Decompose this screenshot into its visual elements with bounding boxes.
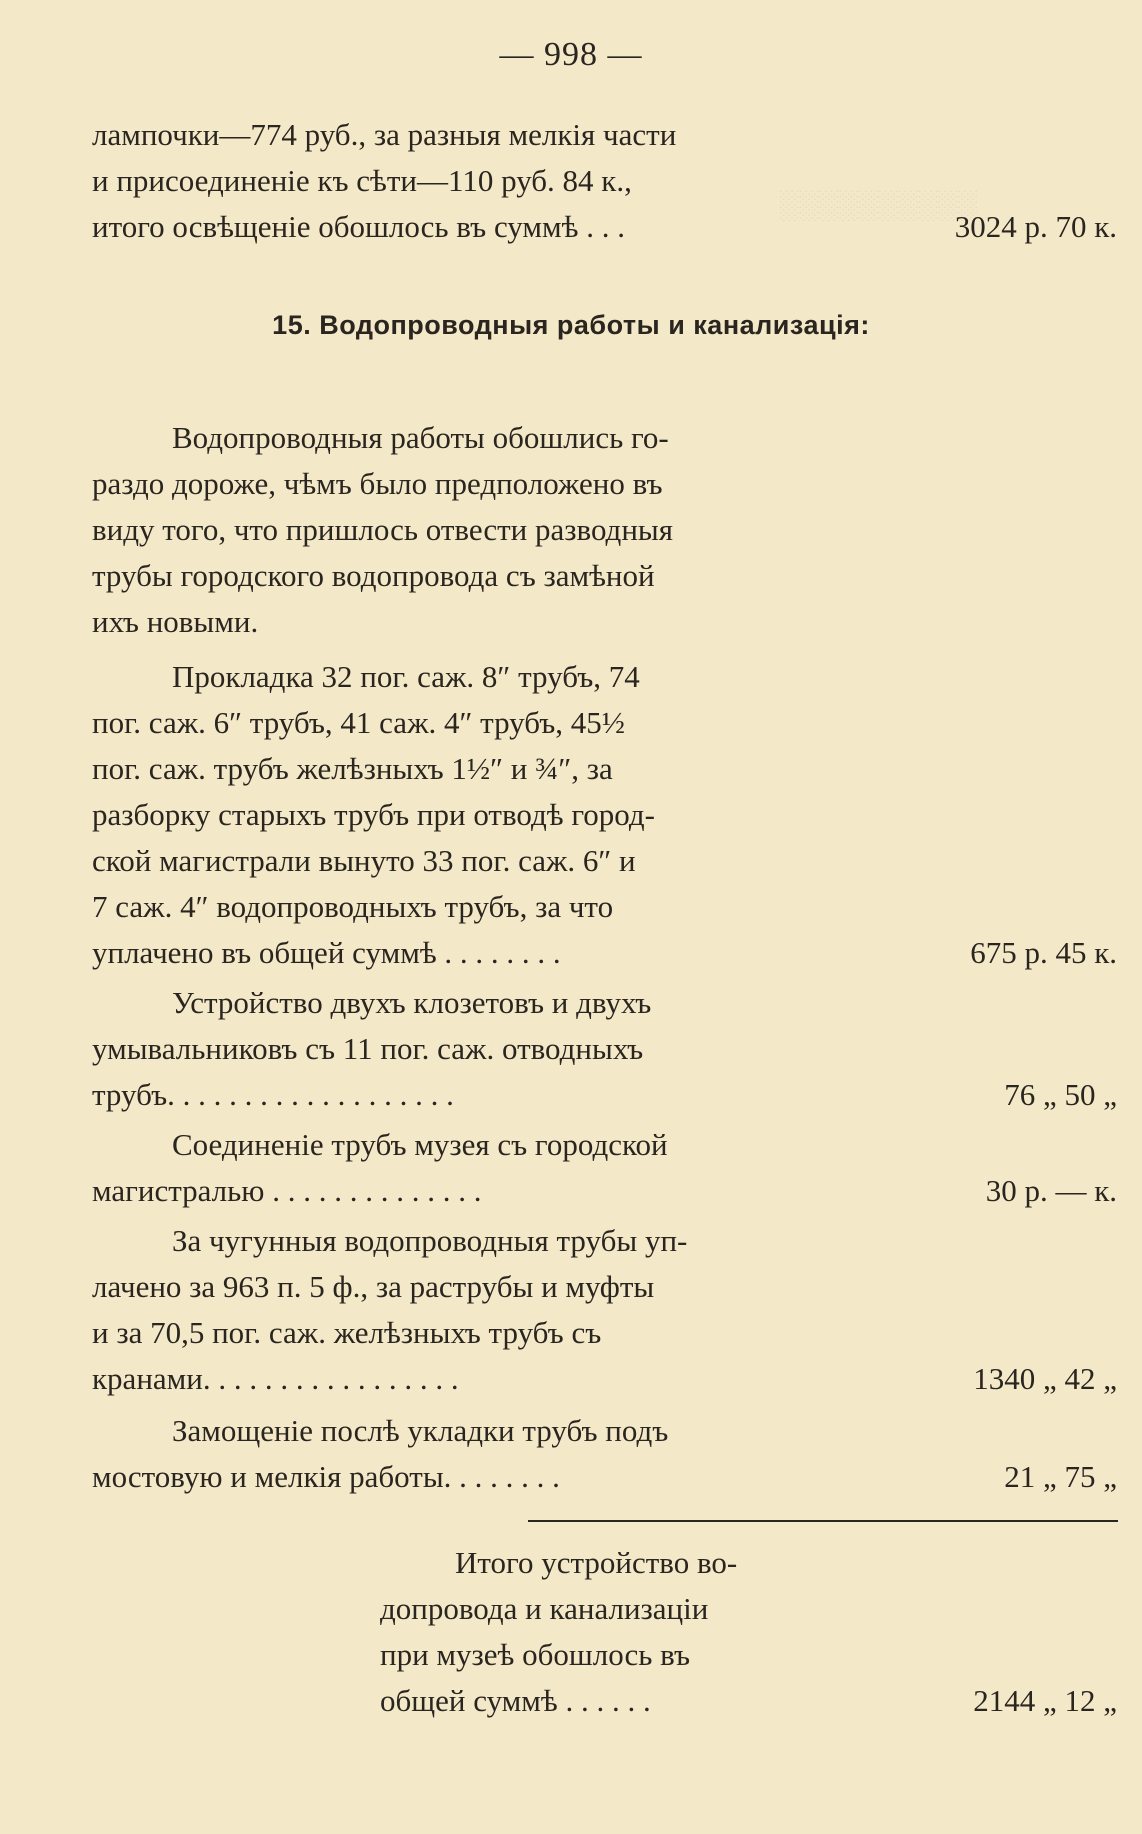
amount: 675 р. 45 к. bbox=[970, 935, 1117, 970]
amount: 76 „ 50 „ bbox=[1004, 1077, 1117, 1112]
page-number: — 998 — bbox=[499, 36, 643, 73]
bleed-through: ░░░░░░░░░░ bbox=[780, 190, 979, 221]
amount: 3024 р. 70 к. bbox=[954, 209, 1117, 244]
section-heading: 15. Водопроводныя работы и канализація: bbox=[272, 310, 870, 340]
amount: 21 „ 75 „ bbox=[1004, 1459, 1117, 1494]
document-page: ░░░░░░░░░░ — 998 — лампочки—774 руб., за разныя мелкія части и присоединеніе къ сѣти—110 руб. 84 к., итого освѣщеніе обошлось въ суммѣ . . . 3024 р. 70 к. 15. Водопроводныя работы и канализація: Водопроводныя работы обошлись го- раздо дороже, чѣмъ было предположено въ виду того, что пришлось отвести разводныя трубы городского водопровода съ замѣной ихъ новыми. Прокладка 32 пог. саж. 8″ трубъ, 74 пог. саж. 6″ трубъ, 41 саж. 4″ трубъ, 45½ пог. саж. трубъ желѣзныхъ 1½″ и ¾″, за разборку старыхъ трубъ при отводѣ город- ской магистрали вынуто 33 пог. саж. 6″ и 7 саж. 4″ водопроводныхъ трубъ, за что уплачено въ общей суммѣ . . . . . . . . 675 р. 45 к. Устройство двухъ клозетовъ и двухъ умывальниковъ съ 11 пог. саж. отводныхъ трубъ. . . . . . . . . . . . . . . . . . . 76 „ 50 „ Соединеніе трубъ музея съ городской магистралью . . . . . . . . . . . . . . 30 р. — к. За чугунныя водопроводныя трубы уп- лачено за 963 п. 5 ф., за раструбы и муфты и за 70,5 пог. саж. желѣзныхъ трубъ съ кранами. . . . . . . . . . . . . . . . . 1340 „ 42 „ Замощеніе послѣ укладки трубъ подъ мостовую и мелкія работы. . . . . . . . 21 „ 75 „ Итого устройство во- допровода и канализаціи при музеѣ обошлось въ общей суммѣ . . . . . . 2144 „ 12 „ bbox=[0, 0, 1142, 1834]
amount: 1340 „ 42 „ bbox=[973, 1361, 1117, 1396]
total-amount: 2144 „ 12 „ bbox=[973, 1683, 1117, 1718]
amount: 30 р. — к. bbox=[985, 1173, 1117, 1208]
total-rule bbox=[528, 1520, 1118, 1522]
